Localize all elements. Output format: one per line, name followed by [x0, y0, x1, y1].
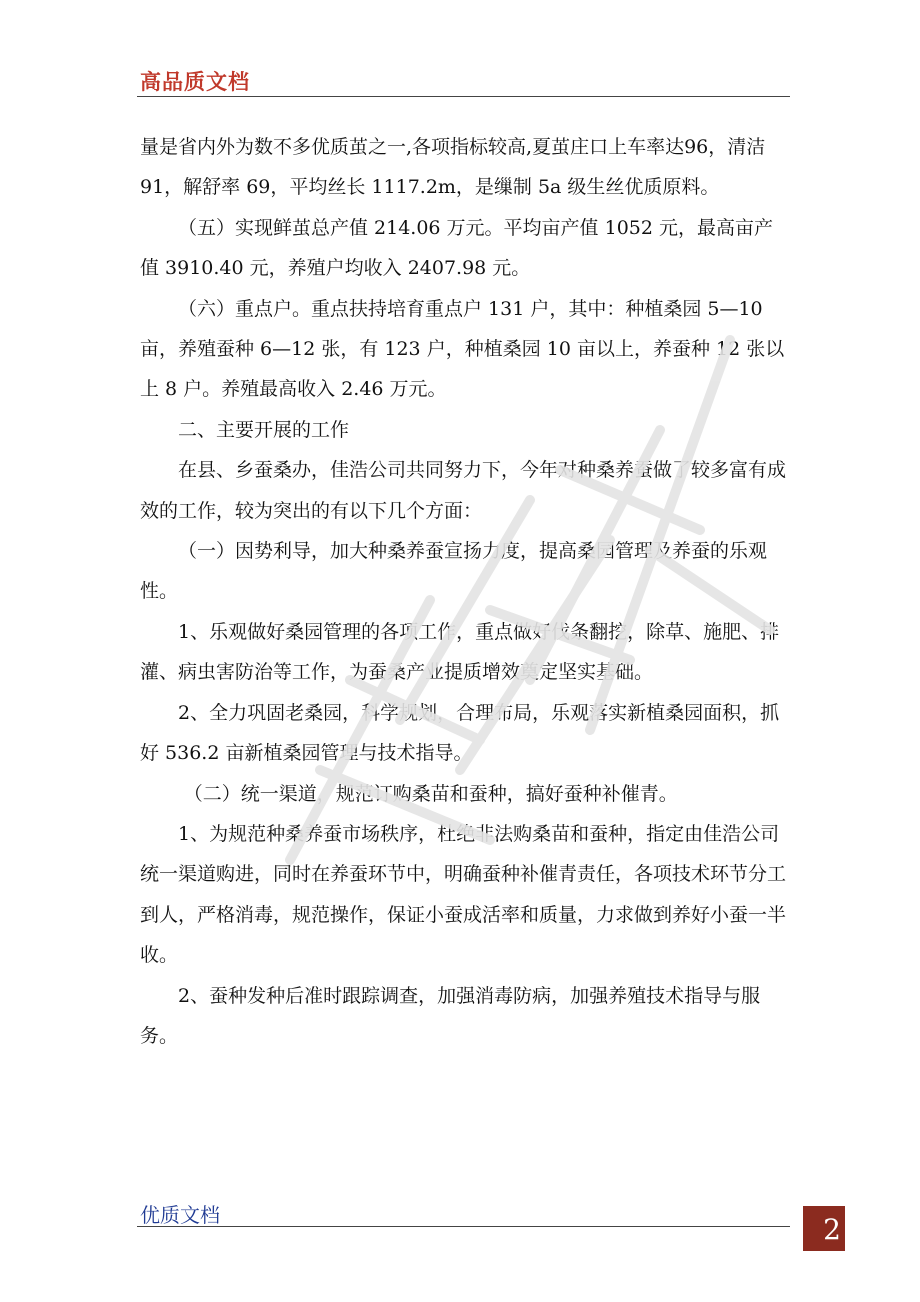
paragraph: 2、全力巩固老桑园，科学规划，合理布局，乐观落实新植桑园面积，抓好 536.2 亩新植桑园管理与技术指导。: [140, 701, 780, 765]
header-title: 高品质文档: [140, 70, 250, 94]
paragraph: （五）实现鲜茧总产值 214.06 万元。平均亩产值 1052 元，最高亩产值 3910.40 元，养殖户均收入 2407.98 元。: [140, 216, 773, 280]
subsection-heading: （一）因势利导，加大种桑养蚕宣扬力度，提高桑园管理及养蚕的乐观性。: [140, 540, 768, 603]
paragraph: 2、蚕种发种后准时跟踪调查，加强消毒防病，加强养殖技术指导与服务。: [140, 984, 761, 1047]
page-number-badge: 2: [803, 1206, 845, 1251]
paragraph: 1、乐观做好桑园管理的各项工作，重点做好伐条翻挖，除草、施肥、排灌、病虫害防治等工作，为蚕桑产业提质增效奠定坚实基础。: [140, 620, 780, 684]
header-divider: [137, 96, 790, 97]
subsection-heading: （二）统一渠道，规范订购桑苗和蚕种，搞好蚕种补催青。: [183, 782, 678, 805]
footer-divider: [137, 1226, 790, 1227]
section-heading: 二、主要开展的工作: [178, 418, 350, 441]
paragraph: 量是省内外为数不多优质茧之一,各项指标较高,夏茧庄口上车率达96，清洁 91，解舒率 69，平均丝长 1117.2m，是缫制 5a 级生丝优质原料。: [140, 136, 766, 199]
body-text: [140, 127, 788, 1056]
footer-title: 优质文档: [140, 1203, 220, 1227]
paragraph: （六）重点户。重点扶持培育重点户 131 户，其中：种植桑园 5—10 亩，养殖蚕种 6—12 张，有 123 户，种植桑园 10 亩以上，养蚕种 12 张以上 8 户。养殖最高收入 2.46 万元。: [140, 297, 785, 401]
paragraph: 1、为规范种桑养蚕市场秩序，杜绝非法购桑苗和蚕种，指定由佳浩公司统一渠道购进，同时在养蚕环节中，明确蚕种补催青责任，各项技术环节分工到人，严格消毒，规范操作，保证小蚕成活率和质量，力求做到养好小蚕一半收。: [140, 822, 787, 967]
paragraph: 在县、乡蚕桑办，佳浩公司共同努力下，今年对种桑养蚕做了较多富有成效的工作，较为突出的有以下几个方面：: [140, 459, 787, 522]
